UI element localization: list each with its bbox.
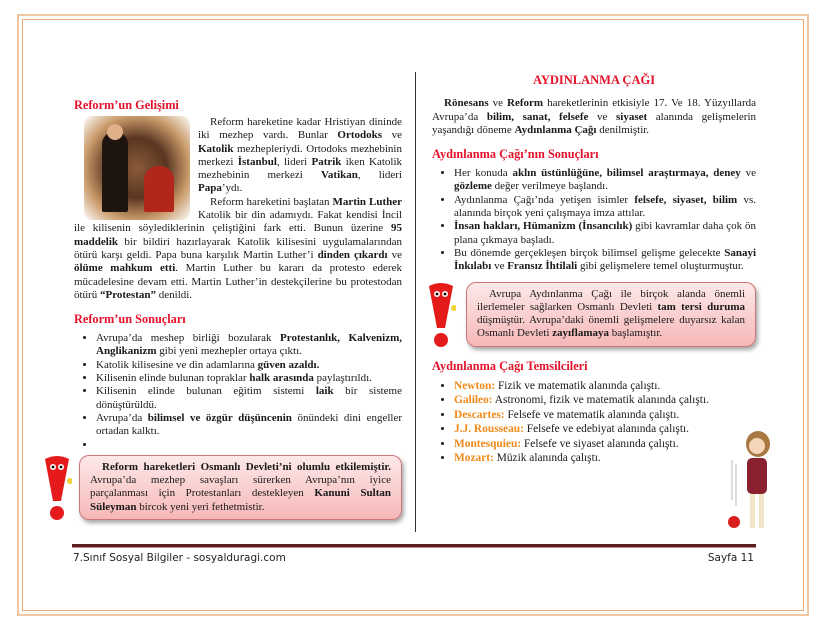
column-divider bbox=[415, 72, 416, 532]
bold-text: aklın üstünlüğüne, bilimsel araştırmaya, deney bbox=[512, 167, 741, 180]
text-segment: ve bbox=[382, 129, 402, 142]
text-segment: Kilisenin elinde bulunan eğitim sistemi bbox=[96, 385, 316, 398]
text-segment: denildi. bbox=[156, 288, 193, 301]
text-segment: paylaştırıldı. bbox=[313, 372, 372, 385]
text-segment: gibi yeni mezhepler ortaya çıktı. bbox=[156, 345, 302, 358]
bold-text: Sanayi İnkılabı bbox=[454, 246, 756, 273]
representative-name: Descartes: bbox=[454, 408, 505, 421]
text-segment: başlamıştır. bbox=[608, 327, 663, 340]
text-segment: alanında gelişmelerin yaşandığı döneme bbox=[432, 110, 757, 136]
text-segment: Bu dönemde gerçekleşen birçok bilimsel gelişme gelecekte bbox=[454, 246, 725, 259]
representative-field: Felsefe ve matematik alanında çalıştı. bbox=[504, 408, 680, 421]
bold-text: laik bbox=[315, 385, 334, 398]
list-item bbox=[96, 412, 402, 439]
text-segment: bircok yeni yeri fethetmistir. bbox=[136, 500, 265, 513]
representative-name: Montesquieu: bbox=[454, 437, 522, 450]
bold-text: Katolik bbox=[198, 142, 234, 155]
bold-text: Papa bbox=[198, 182, 222, 195]
list-item bbox=[96, 372, 402, 385]
text-segment: ve bbox=[387, 248, 402, 261]
representative-field: Müzik alanında çalıştı. bbox=[493, 452, 601, 465]
page-number: Sayfa 11 bbox=[707, 552, 754, 564]
section-heading-enlightenment-results: Aydınlanma Çağı’nın Sonuçları bbox=[432, 147, 599, 162]
representative-item bbox=[454, 437, 756, 452]
exclamation-mascot-icon bbox=[426, 282, 456, 352]
text-segment: Reform hareketini başlatan bbox=[210, 195, 333, 208]
representative-name: Galileo: bbox=[454, 394, 493, 407]
bold-text: bilim, sanat, felsefe bbox=[486, 110, 589, 123]
paragraph-enlightenment-intro bbox=[432, 97, 756, 137]
representative-field: Felsefe ve edebiyat alanında çalıştı. bbox=[523, 423, 690, 436]
bold-text: Ortodoks bbox=[337, 129, 383, 142]
representative-field: Felsefe ve siyaset alanında çalıştı. bbox=[521, 437, 679, 450]
list-item bbox=[96, 385, 402, 412]
callout-wrapper bbox=[466, 282, 756, 347]
bold-text: Fransız İhtilali bbox=[507, 260, 578, 273]
text-segment: ’ydı. bbox=[221, 182, 243, 195]
bold-text: halk arasında bbox=[249, 372, 314, 385]
newton-apple-illustration bbox=[726, 430, 771, 540]
text-segment: mezhepleriydi. Ortodoks mezhebinin merkezi bbox=[198, 142, 402, 168]
text-segment: önündeki dini engeller ortadan kalktı. bbox=[96, 411, 403, 438]
representative-item bbox=[454, 422, 756, 437]
text-segment: vs. alanında birçok yeni çalışmaya imza attılar. bbox=[454, 193, 756, 220]
page-title: AYDINLANMA ÇAĞI bbox=[532, 73, 656, 87]
text-segment: bir sisteme dönüştürüldü. bbox=[96, 385, 402, 411]
list-item bbox=[96, 332, 402, 359]
representative-name: Newton: bbox=[454, 379, 496, 392]
representative-item bbox=[454, 379, 756, 394]
exclamation-mascot-icon bbox=[42, 455, 72, 525]
list-item bbox=[454, 167, 756, 194]
text-segment: Avrupa Aydınlanma Çağı ile birçok alanda önemli ilerlemeler sağlarken Osmanlı Devleti bbox=[477, 287, 745, 313]
text-segment: ve bbox=[740, 167, 756, 180]
list-item bbox=[454, 194, 756, 221]
painting-cardinal bbox=[144, 166, 174, 212]
text-segment: gibi kavramlar daha çok ön plana çıkmaya başladı. bbox=[454, 220, 756, 246]
text-segment: , lideri bbox=[357, 169, 402, 182]
text-segment: düşmüştür. Avrupa’daki önemli gelişmelere duyarsız kalan Osmanlı Devleti bbox=[477, 314, 745, 340]
bold-text: Protestanlık, Kalvenizm, Anglikanizm bbox=[96, 332, 402, 358]
representative-item bbox=[454, 393, 756, 408]
text-segment: Aydınlanma Çağı’nda yetişen isimler bbox=[454, 193, 635, 206]
list-item bbox=[454, 220, 756, 247]
text-segment: gibi gelişmelere temel oluşturmuştur. bbox=[577, 260, 744, 273]
text-segment: değer verilmeye başlandı. bbox=[491, 180, 608, 193]
list-item bbox=[96, 439, 402, 452]
callout-reform-ottoman bbox=[79, 455, 402, 520]
bold-text: dinden çıkardı bbox=[317, 248, 388, 261]
text-segment: iken Katolik mezhebinin merkezi bbox=[198, 155, 402, 182]
representative-name: J.J. Rousseau: bbox=[454, 423, 524, 436]
bold-text: felsefe, siyaset, bilim bbox=[634, 193, 738, 206]
text-segment: Avrupa’da bbox=[96, 411, 148, 424]
bold-text: güven azaldı. bbox=[257, 358, 320, 371]
martin-luther-painting bbox=[84, 116, 190, 220]
text-segment: hareketlerinin etkisiyle 17. Ve 18. Yüzyıllarda Avrupa’da bbox=[432, 97, 756, 123]
text-segment: Katolik bir din adamıydı. Fakat kendisi İncil ile kilisenin söylediklerinin çeliştiğini fark etti. Bunun üzerine bbox=[74, 209, 402, 235]
bold-text: İstanbul bbox=[237, 155, 277, 168]
bold-text: Kanuni Sultan Süleyman bbox=[90, 487, 391, 513]
bold-text: İnsan hakları, Hümanizm (İnsancılık) bbox=[454, 220, 633, 233]
footer-source: 7.Sınıf Sosyal Bilgiler - sosyalduragi.com bbox=[73, 552, 286, 564]
text-segment: ve bbox=[491, 260, 508, 273]
bold-text: Reform bbox=[507, 97, 544, 110]
representatives-list bbox=[432, 379, 756, 466]
text-segment: Her konuda bbox=[454, 167, 513, 180]
text-segment: Avrupa’da mezhep savaşları sürerken Avrupa’nın iyice parçalanması için Protestanları destekleyen bbox=[90, 474, 391, 500]
reform-results-list bbox=[74, 332, 402, 452]
text-segment: ve bbox=[588, 110, 616, 123]
bold-text: Reform hareketleri Osmanlı Devleti’ni olumlu etkilemiştir. bbox=[102, 460, 391, 473]
representative-field: Fizik ve matematik alanında çalıştı. bbox=[495, 379, 661, 392]
callout-enlightenment-ottoman bbox=[466, 282, 756, 347]
text-segment: ve bbox=[488, 97, 508, 110]
list-item bbox=[96, 359, 402, 372]
enlightenment-results-list bbox=[432, 167, 756, 273]
bold-text: zayıflamaya bbox=[552, 327, 609, 340]
left-column bbox=[74, 98, 402, 520]
bold-text: siyaset bbox=[615, 110, 648, 123]
painting-figure bbox=[102, 132, 128, 212]
bold-text: Martin Luther bbox=[332, 195, 402, 208]
bold-text: Patrik bbox=[311, 155, 342, 168]
text-segment: Avrupa’da meshep birliği bozularak bbox=[96, 332, 281, 345]
footer-rule bbox=[72, 544, 756, 548]
painting-head bbox=[107, 124, 123, 140]
section-heading-reform-results: Reform’un Sonuçları bbox=[74, 312, 186, 327]
bold-text: gözleme bbox=[454, 180, 492, 193]
bold-text: Rönesans bbox=[444, 97, 489, 110]
bold-text: ölüme mahkum etti bbox=[74, 262, 176, 275]
text-segment: Reform hareketine kadar Hristiyan dininde iki mezhep vardı. Bunlar bbox=[198, 116, 402, 142]
text-segment: bir bildiri hazırlayarak Katolik kilisesini uygulamalarından ötürü karşı geldi. Papa buna karşılık Martin Luther’i bbox=[74, 235, 402, 261]
text-segment: . Martin Luther bu kararı da protesto ederek mücadelesine devam etti. Martin Luther’in destekçilerine bu protestodan ötürü bbox=[74, 262, 402, 301]
bold-text: 95 maddelik bbox=[74, 222, 402, 248]
text-segment: , lideri bbox=[276, 155, 312, 168]
bold-text: Aydınlanma Çağı bbox=[514, 123, 597, 136]
section-heading-reform-development: Reform’un Gelişimi bbox=[74, 98, 179, 112]
representative-name: Mozart: bbox=[454, 452, 494, 465]
bold-text: tam tersi duruma bbox=[657, 300, 745, 313]
bold-text: Vatikan bbox=[321, 169, 358, 182]
section-heading-representatives: Aydınlanma Çağı Temsilcileri bbox=[432, 358, 588, 373]
bold-text: “Protestan” bbox=[99, 288, 156, 301]
text-segment: denilmiştir. bbox=[596, 123, 650, 136]
representative-field: Astronomi, fizik ve matematik alanında çalıştı. bbox=[492, 394, 709, 407]
text-segment: Katolik kilisesine ve din adamlarına bbox=[96, 358, 258, 371]
representative-item bbox=[454, 451, 756, 466]
list-item bbox=[454, 247, 756, 274]
text-segment: Kilisenin elinde bulunan topraklar bbox=[96, 372, 250, 385]
bold-text: bilimsel ve özgür düşüncenin bbox=[147, 411, 292, 424]
callout-wrapper bbox=[79, 455, 402, 520]
right-column bbox=[432, 74, 756, 466]
representative-item bbox=[454, 408, 756, 423]
